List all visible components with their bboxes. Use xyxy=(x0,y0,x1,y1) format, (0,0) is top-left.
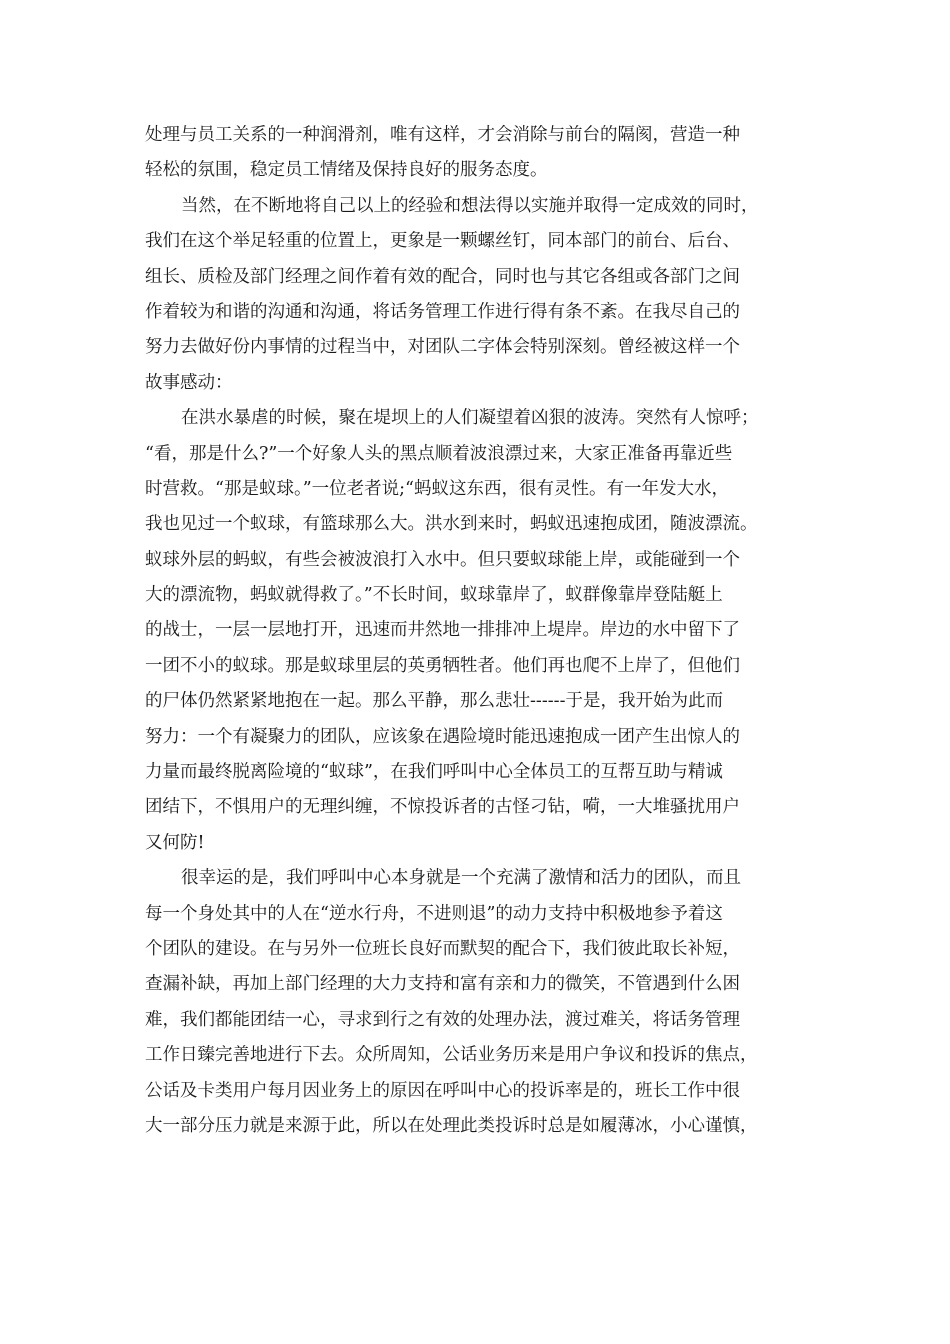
text-line: 团结下，不惧用户的无理纠缠，不惊投诉者的古怪刁钻，嗬，一大堆骚扰用户 xyxy=(145,797,740,818)
text-line: 难，我们都能团结一心，寻求到行之有效的处理办法，渡过难关，将话务管理 xyxy=(145,1009,740,1030)
text-line: 公话及卡类用户每月因业务上的原因在呼叫中心的投诉率是的，班长工作中很 xyxy=(145,1080,740,1101)
text-line: 一团不小的蚁球。那是蚁球里层的英勇牺牲者。他们再也爬不上岸了，但他们 xyxy=(145,655,740,676)
text-line: 的尸体仍然紧紧地抱在一起。那么平静，那么悲壮------于是，我开始为此而 xyxy=(145,691,723,712)
text-line: 组长、质检及部门经理之间作着有效的配合，同时也与其它各组或各部门之间 xyxy=(145,266,740,287)
text-line: 作着较为和谐的沟通和沟通，将话务管理工作进行得有条不紊。在我尽自己的 xyxy=(145,301,740,322)
text-line: 力量而最终脱离险境的“蚁球”，在我们呼叫中心全体员工的互帮互助与精诚 xyxy=(145,762,723,783)
text-line: 个团队的建设。在与另外一位班长良好而默契的配合下，我们彼此取长补短， xyxy=(145,938,740,959)
text-line: 大的漂流物，蚂蚁就得救了。”不长时间，蚁球靠岸了，蚁群像靠岸登陆艇上 xyxy=(145,585,723,606)
text-line: 努力去做好份内事情的过程当中，对团队二字体会特别深刻。曾经被这样一个 xyxy=(145,337,740,358)
paragraph-first-line: 当然，在不断地将自己以上的经验和想法得以实施并取得一定成效的同时， xyxy=(181,195,759,216)
text-line: “看，那是什么?”一个好象人头的黑点顺着波浪漂过来，大家正准备再靠近些 xyxy=(145,443,733,464)
text-line: 又何防! xyxy=(145,832,205,853)
text-line: 我也见过一个蚁球，有篮球那么大。洪水到来时，蚂蚁迅速抱成团，随波漂流。 xyxy=(145,514,758,535)
text-line: 故事感动： xyxy=(145,372,233,393)
text-line: 大一部分压力就是来源于此，所以在处理此类投诉时总是如履薄冰，小心谨慎， xyxy=(145,1115,758,1136)
text-line: 时营救。“那是蚁球。”一位老者说;“蚂蚁这东西，很有灵性。有一年发大水， xyxy=(145,478,729,499)
text-line: 我们在这个举足轻重的位置上，更象是一颗螺丝钉，同本部门的前台、后台、 xyxy=(145,231,740,252)
document-body-text xyxy=(145,118,815,1144)
text-line: 每一个身处其中的人在“逆水行舟，不进则退”的动力支持中积极地参予着这 xyxy=(145,903,723,924)
text-line: 的战士，一层一层地打开，迅速而井然地一排排冲上堤岸。岸边的水中留下了 xyxy=(145,620,740,641)
text-line: 努力：一个有凝聚力的团队，应该象在遇险境时能迅速抱成一团产生出惊人的 xyxy=(145,726,740,747)
text-line: 工作日臻完善地进行下去。众所周知，公话业务历来是用户争议和投诉的焦点， xyxy=(145,1045,758,1066)
text-line: 查漏补缺，再加上部门经理的大力支持和富有亲和力的微笑，不管遇到什么困 xyxy=(145,974,740,995)
paragraph-first-line: 很幸运的是，我们呼叫中心本身就是一个充满了激情和活力的团队，而且 xyxy=(181,868,741,889)
text-line: 轻松的氛围，稳定员工情绪及保持良好的服务态度。 xyxy=(145,160,548,181)
text-line: 蚁球外层的蚂蚁，有些会被波浪打入水中。但只要蚁球能上岸，或能碰到一个 xyxy=(145,549,740,570)
paragraph-first-line: 在洪水暴虐的时候，聚在堤坝上的人们凝望着凶狠的波涛。突然有人惊呼； xyxy=(181,408,759,429)
text-line: 处理与员工关系的一种润滑剂，唯有这样，才会消除与前台的隔阂，营造一种 xyxy=(145,125,740,145)
